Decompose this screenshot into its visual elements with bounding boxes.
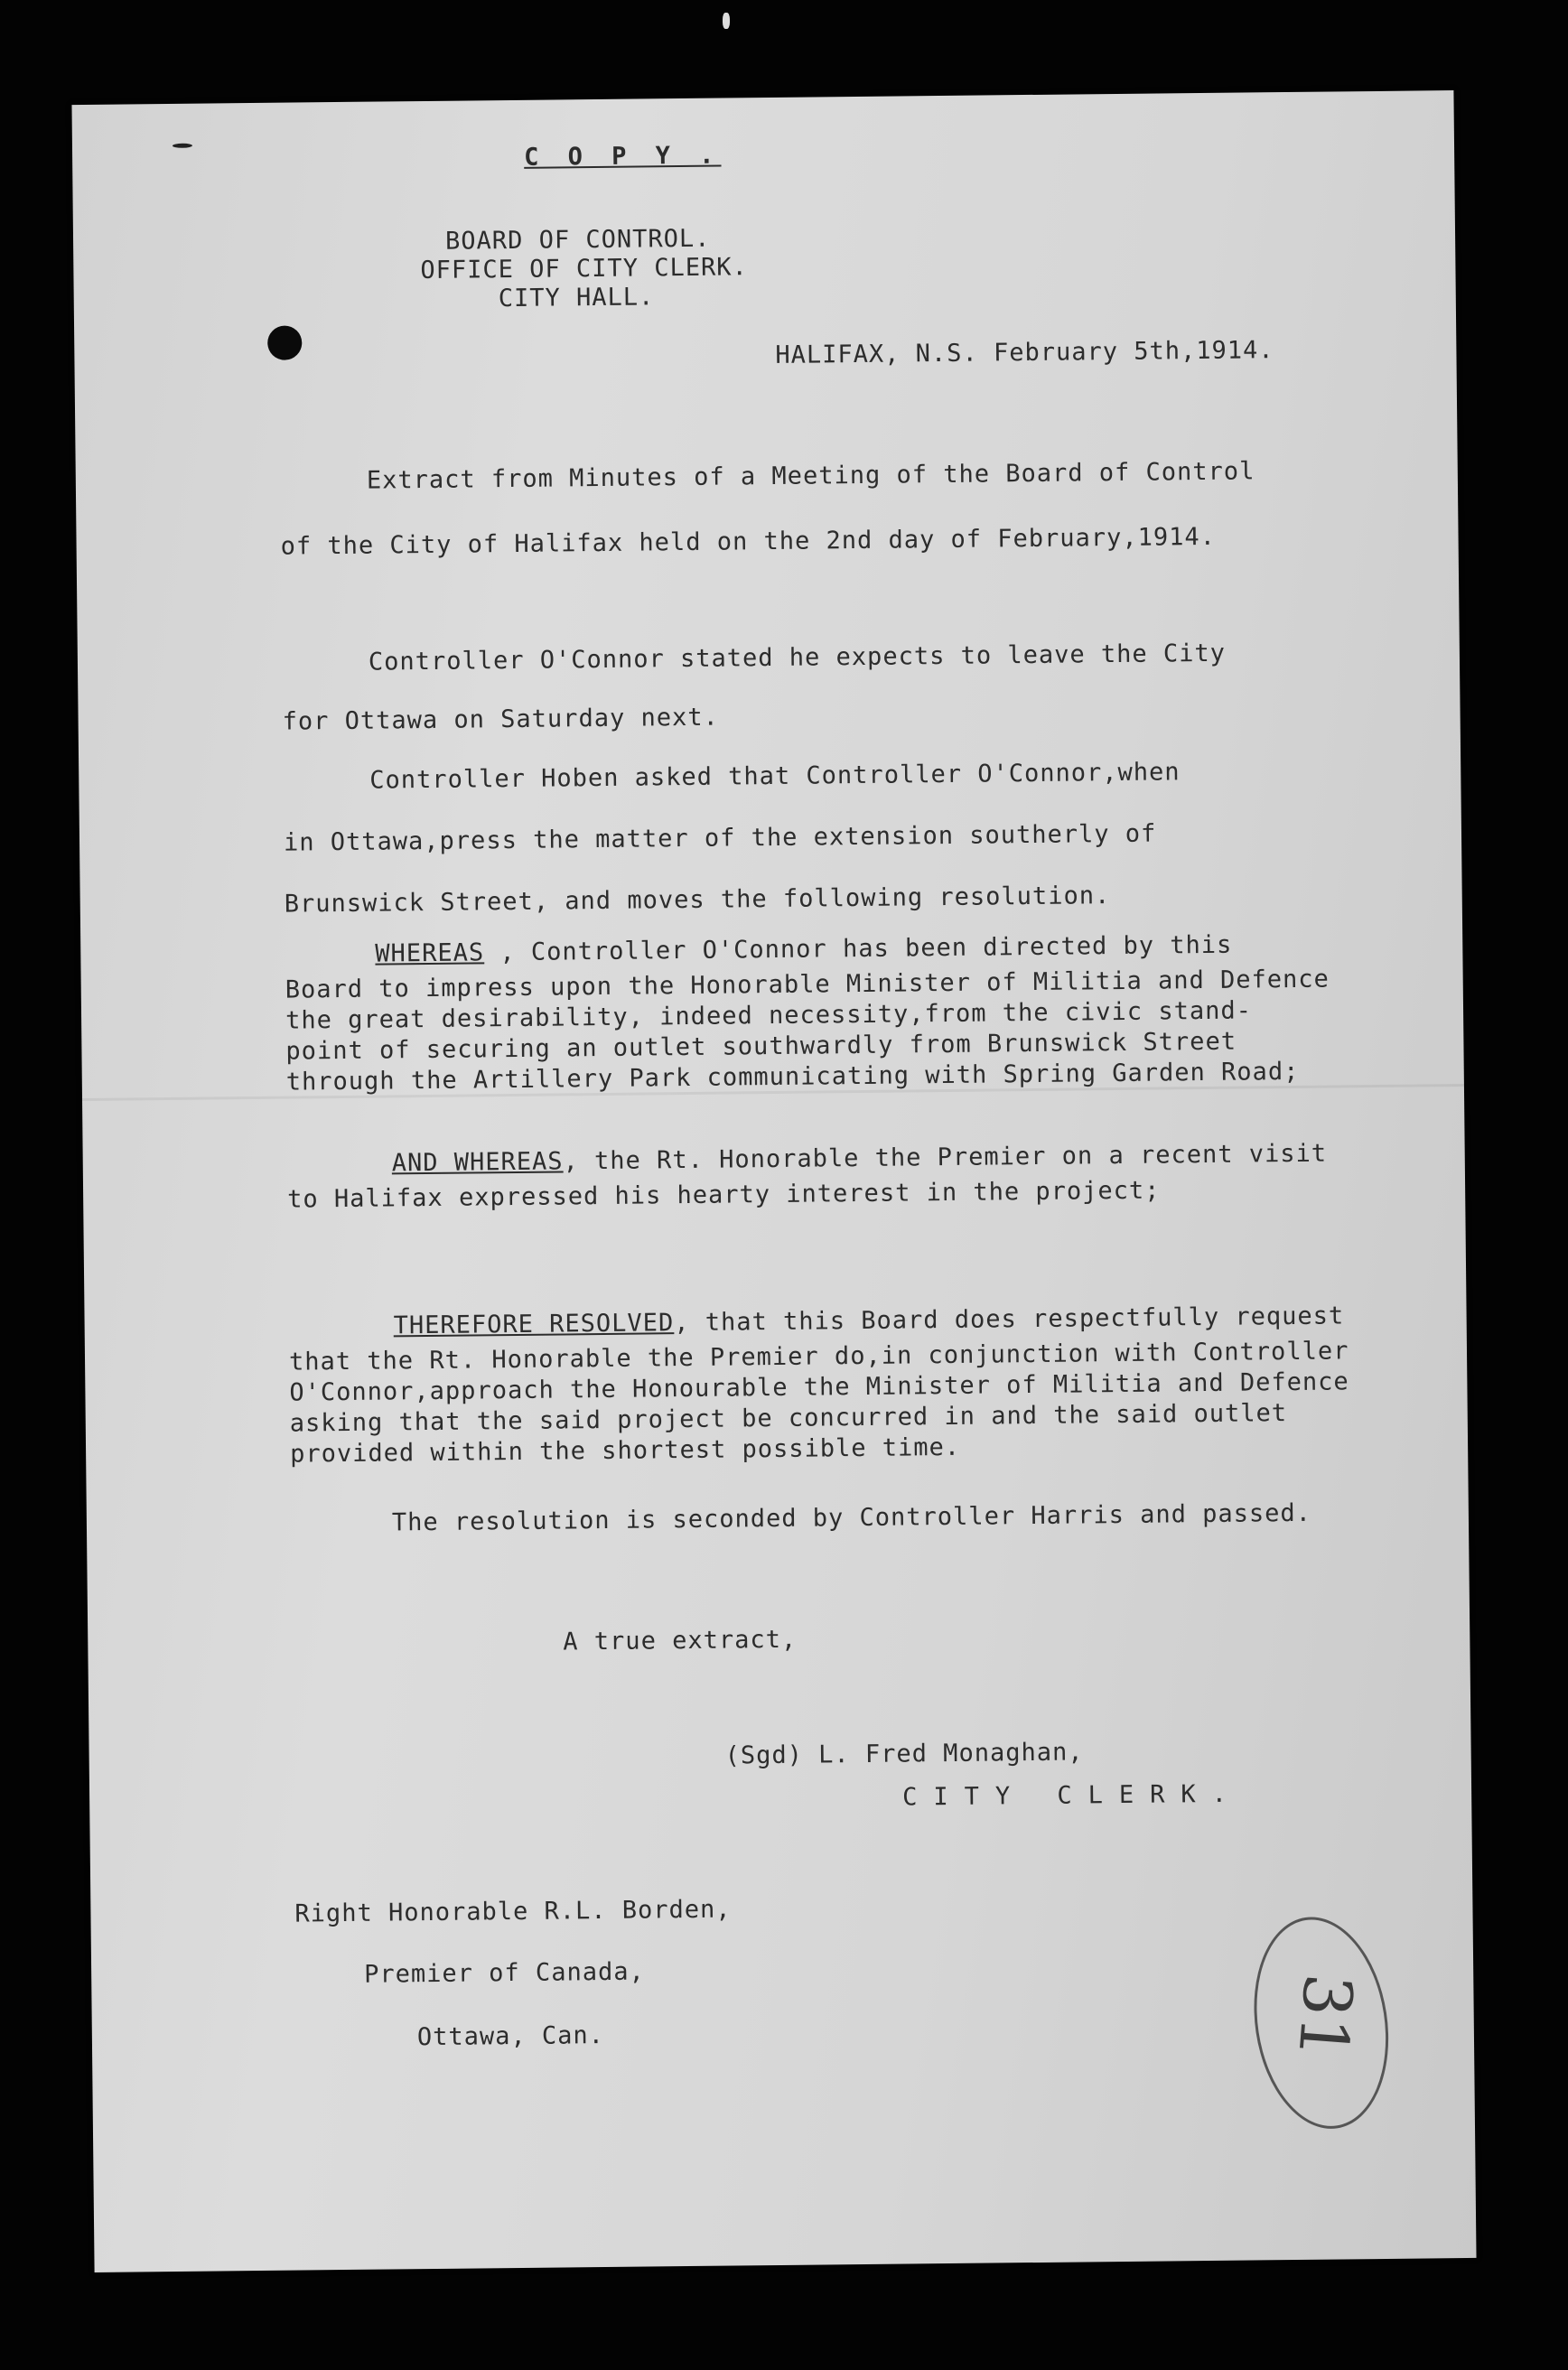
statement-line-2: for Ottawa on Saturday next. [282, 703, 719, 736]
resolved-line: that the Rt. Honorable the Premier do,in conjunction with Controller [288, 1337, 1349, 1376]
addressee-line-1: Right Honorable R.L. Borden, [294, 1895, 732, 1928]
motion-line-3: Brunswick Street, and moves the following resolution. [284, 882, 1111, 919]
and-whereas-paragraph [287, 1176, 1161, 1216]
statement-line-1: Controller O'Connor stated he expects to leave the City [368, 639, 1227, 676]
true-extract: A true extract, [563, 1625, 798, 1656]
resolved-line: O'Connor,approach the Honourable the Minister of Militia and Defence [289, 1367, 1349, 1407]
whereas-paragraph [285, 965, 1330, 1098]
and-whereas-line: to Halifax expressed his hearty interest in the project; [287, 1176, 1161, 1214]
place-date: HALIFAX, N.S. February 5th,1914. [775, 336, 1274, 369]
resolved-line: provided within the shortest possible time. [289, 1432, 961, 1469]
whereas-first-line-text: , Controller O'Connor has been directed by this [483, 930, 1233, 967]
addressee-line-3: Ottawa, Can. [416, 2021, 605, 2052]
office-line-board: BOARD OF CONTROL. [444, 224, 711, 256]
whereas-keyword: WHEREAS [375, 938, 485, 968]
scan-speck [723, 13, 730, 29]
extract-line-2: of the City of Halifax held on the 2nd day of February,1914. [280, 522, 1217, 561]
whereas-line: through the Artillery Park communicating with Spring Garden Road; [285, 1057, 1300, 1096]
whereas-line: Board to impress upon the Honorable Minister of Militia and Defence [285, 965, 1330, 1004]
signature-line: (Sgd) L. Fred Monaghan, [724, 1738, 1084, 1770]
resolved-keyword: THEREFORE RESOLVED [393, 1309, 675, 1340]
resolved-first-line [394, 1303, 1345, 1338]
copy-heading: C O P Y . [523, 141, 722, 172]
signatory-title: CITY CLERK. [901, 1779, 1244, 1812]
document-page [71, 90, 1476, 2272]
motion-line-2: in Ottawa,press the matter of the extension southerly of [283, 819, 1157, 857]
handwritten-number: 31 [1283, 1971, 1367, 2062]
whereas-first-line [375, 930, 1233, 968]
whereas-line: the great desirability, indeed necessity,from the civic stand- [285, 996, 1253, 1035]
seconded-line: The resolution is seconded by Controller Harris and passed. [391, 1498, 1312, 1537]
and-whereas-first-line [391, 1139, 1328, 1178]
resolved-first-line-text: , that this Board does respectfully request [674, 1302, 1345, 1338]
office-line-clerk: OFFICE OF CITY CLERK. [420, 253, 748, 285]
resolved-paragraph [289, 1336, 1350, 1470]
and-whereas-first-line-text: , the Rt. Honorable the Premier on a recent visit [563, 1139, 1328, 1176]
resolved-line: asking that the said project be concurred in and the said outlet [289, 1399, 1288, 1438]
extract-line-1: Extract from Minutes of a Meeting of the Board of Control [366, 457, 1255, 495]
office-line-hall: CITY HALL. [498, 283, 655, 313]
whereas-line: point of securing an outlet southwardly from Brunswick Street [285, 1027, 1237, 1066]
and-whereas-keyword: AND WHEREAS [391, 1147, 564, 1178]
punch-hole [267, 325, 302, 359]
ink-speck [173, 144, 192, 148]
motion-line-1: Controller Hoben asked that Controller O'Connor,when [369, 758, 1181, 795]
addressee-line-2: Premier of Canada, [364, 1957, 645, 1989]
